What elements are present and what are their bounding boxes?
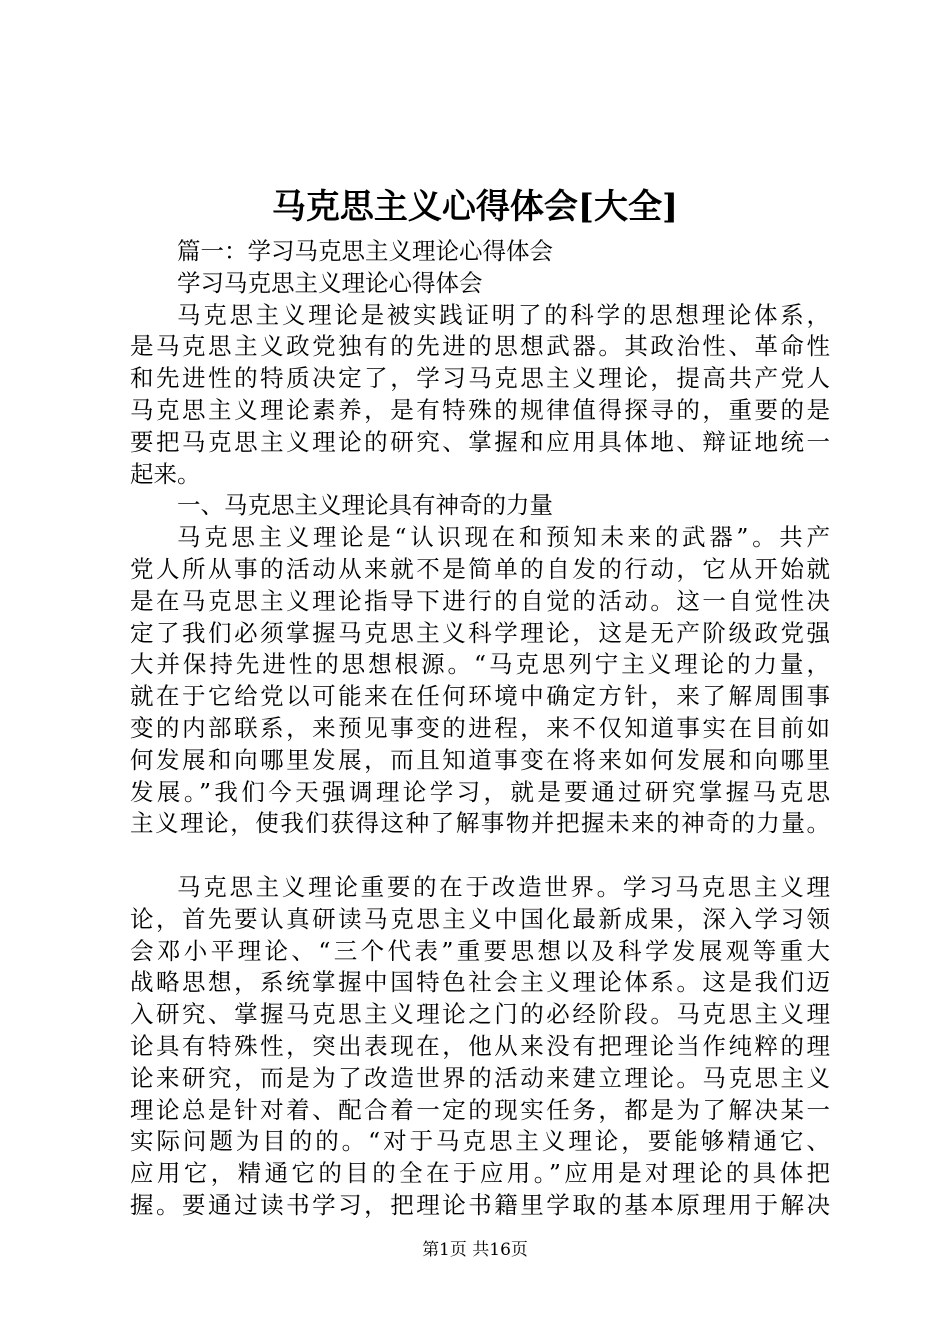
body-line: 马克思主义理论重要的在于改造世界。学习马克思主义理 bbox=[177, 872, 830, 901]
paragraph-gap bbox=[130, 840, 830, 872]
document-title: 马克思主义心得体会[大全] bbox=[271, 187, 679, 227]
body-line: 定了我们必须掌握马克思主义科学理论，这是无产阶级政党强 bbox=[130, 618, 830, 647]
body-line: 马克思主义理论是被实践证明了的科学的思想理论体系， bbox=[177, 300, 830, 329]
body-line: 和先进性的特质决定了，学习马克思主义理论，提高共产党人 bbox=[130, 364, 830, 393]
body-line: 实际问题为目的的。“对于马克思主义理论，要能够精通它、 bbox=[130, 1127, 830, 1156]
body-line: 握。要通过读书学习，把理论书籍里学取的基本原理用于解决 bbox=[130, 1190, 830, 1219]
subsection-heading: 一、马克思主义理论具有神奇的力量 bbox=[177, 491, 553, 520]
body-line: 主义理论，使我们获得这种了解事物并把握未来的神奇的力量。 bbox=[130, 809, 830, 838]
body-line: 战略思想，系统掌握中国特色社会主义理论体系。这是我们迈 bbox=[130, 968, 830, 997]
body-line: 党人所从事的活动从来就不是简单的自发的行动，它从开始就 bbox=[130, 554, 830, 583]
body-line: 会邓小平理论、“三个代表”重要思想以及科学发展观等重大 bbox=[130, 936, 830, 965]
body-line: 就在于它给党以可能来在任何环境中确定方针，来了解周围事 bbox=[130, 682, 830, 711]
body-line: 理论总是针对着、配合着一定的现实任务，都是为了解决某一 bbox=[130, 1095, 830, 1124]
body-line: 入研究、掌握马克思主义理论之门的必经阶段。马克思主义理 bbox=[130, 1000, 830, 1029]
body-line: 变的内部联系，来预见事变的进程，来不仅知道事实在目前如 bbox=[130, 713, 830, 742]
body-line: 发展。”我们今天强调理论学习，就是要通过研究掌握马克思 bbox=[130, 777, 830, 806]
body-line: 起来。 bbox=[130, 459, 201, 488]
body-line: 论，首先要认真研读马克思主义中国化最新成果，深入学习领 bbox=[130, 904, 830, 933]
body-line: 论具有特殊性，突出表现在，他从来没有把理论当作纯粹的理 bbox=[130, 1031, 830, 1060]
body-line: 应用它，精通它的目的全在于应用。”应用是对理论的具体把 bbox=[130, 1159, 830, 1188]
body-line: 大并保持先进性的思想根源。“马克思列宁主义理论的力量， bbox=[130, 650, 830, 679]
page-footer: 第1页 共16页 bbox=[422, 1240, 528, 1260]
body-line: 要把马克思主义理论的研究、掌握和应用具体地、辩证地统一 bbox=[130, 427, 830, 456]
section-heading: 篇一：学习马克思主义理论心得体会 bbox=[177, 237, 553, 265]
body-line: 马克思主义理论是“认识现在和预知未来的武器”。共产 bbox=[177, 523, 830, 552]
body-line: 马克思主义理论素养，是有特殊的规律值得探寻的，重要的是 bbox=[130, 395, 830, 424]
article-subtitle: 学习马克思主义理论心得体会 bbox=[177, 268, 483, 297]
body-line: 论来研究，而是为了改造世界的活动来建立理论。马克思主义 bbox=[130, 1063, 830, 1092]
body-line: 是马克思主义政党独有的先进的思想武器。其政治性、革命性 bbox=[130, 332, 830, 361]
body-line: 是在马克思主义理论指导下进行的自觉的活动。这一自觉性决 bbox=[130, 586, 830, 615]
document-body bbox=[130, 236, 830, 1222]
body-line: 何发展和向哪里发展，而且知道事变在将来如何发展和向哪里 bbox=[130, 745, 830, 774]
